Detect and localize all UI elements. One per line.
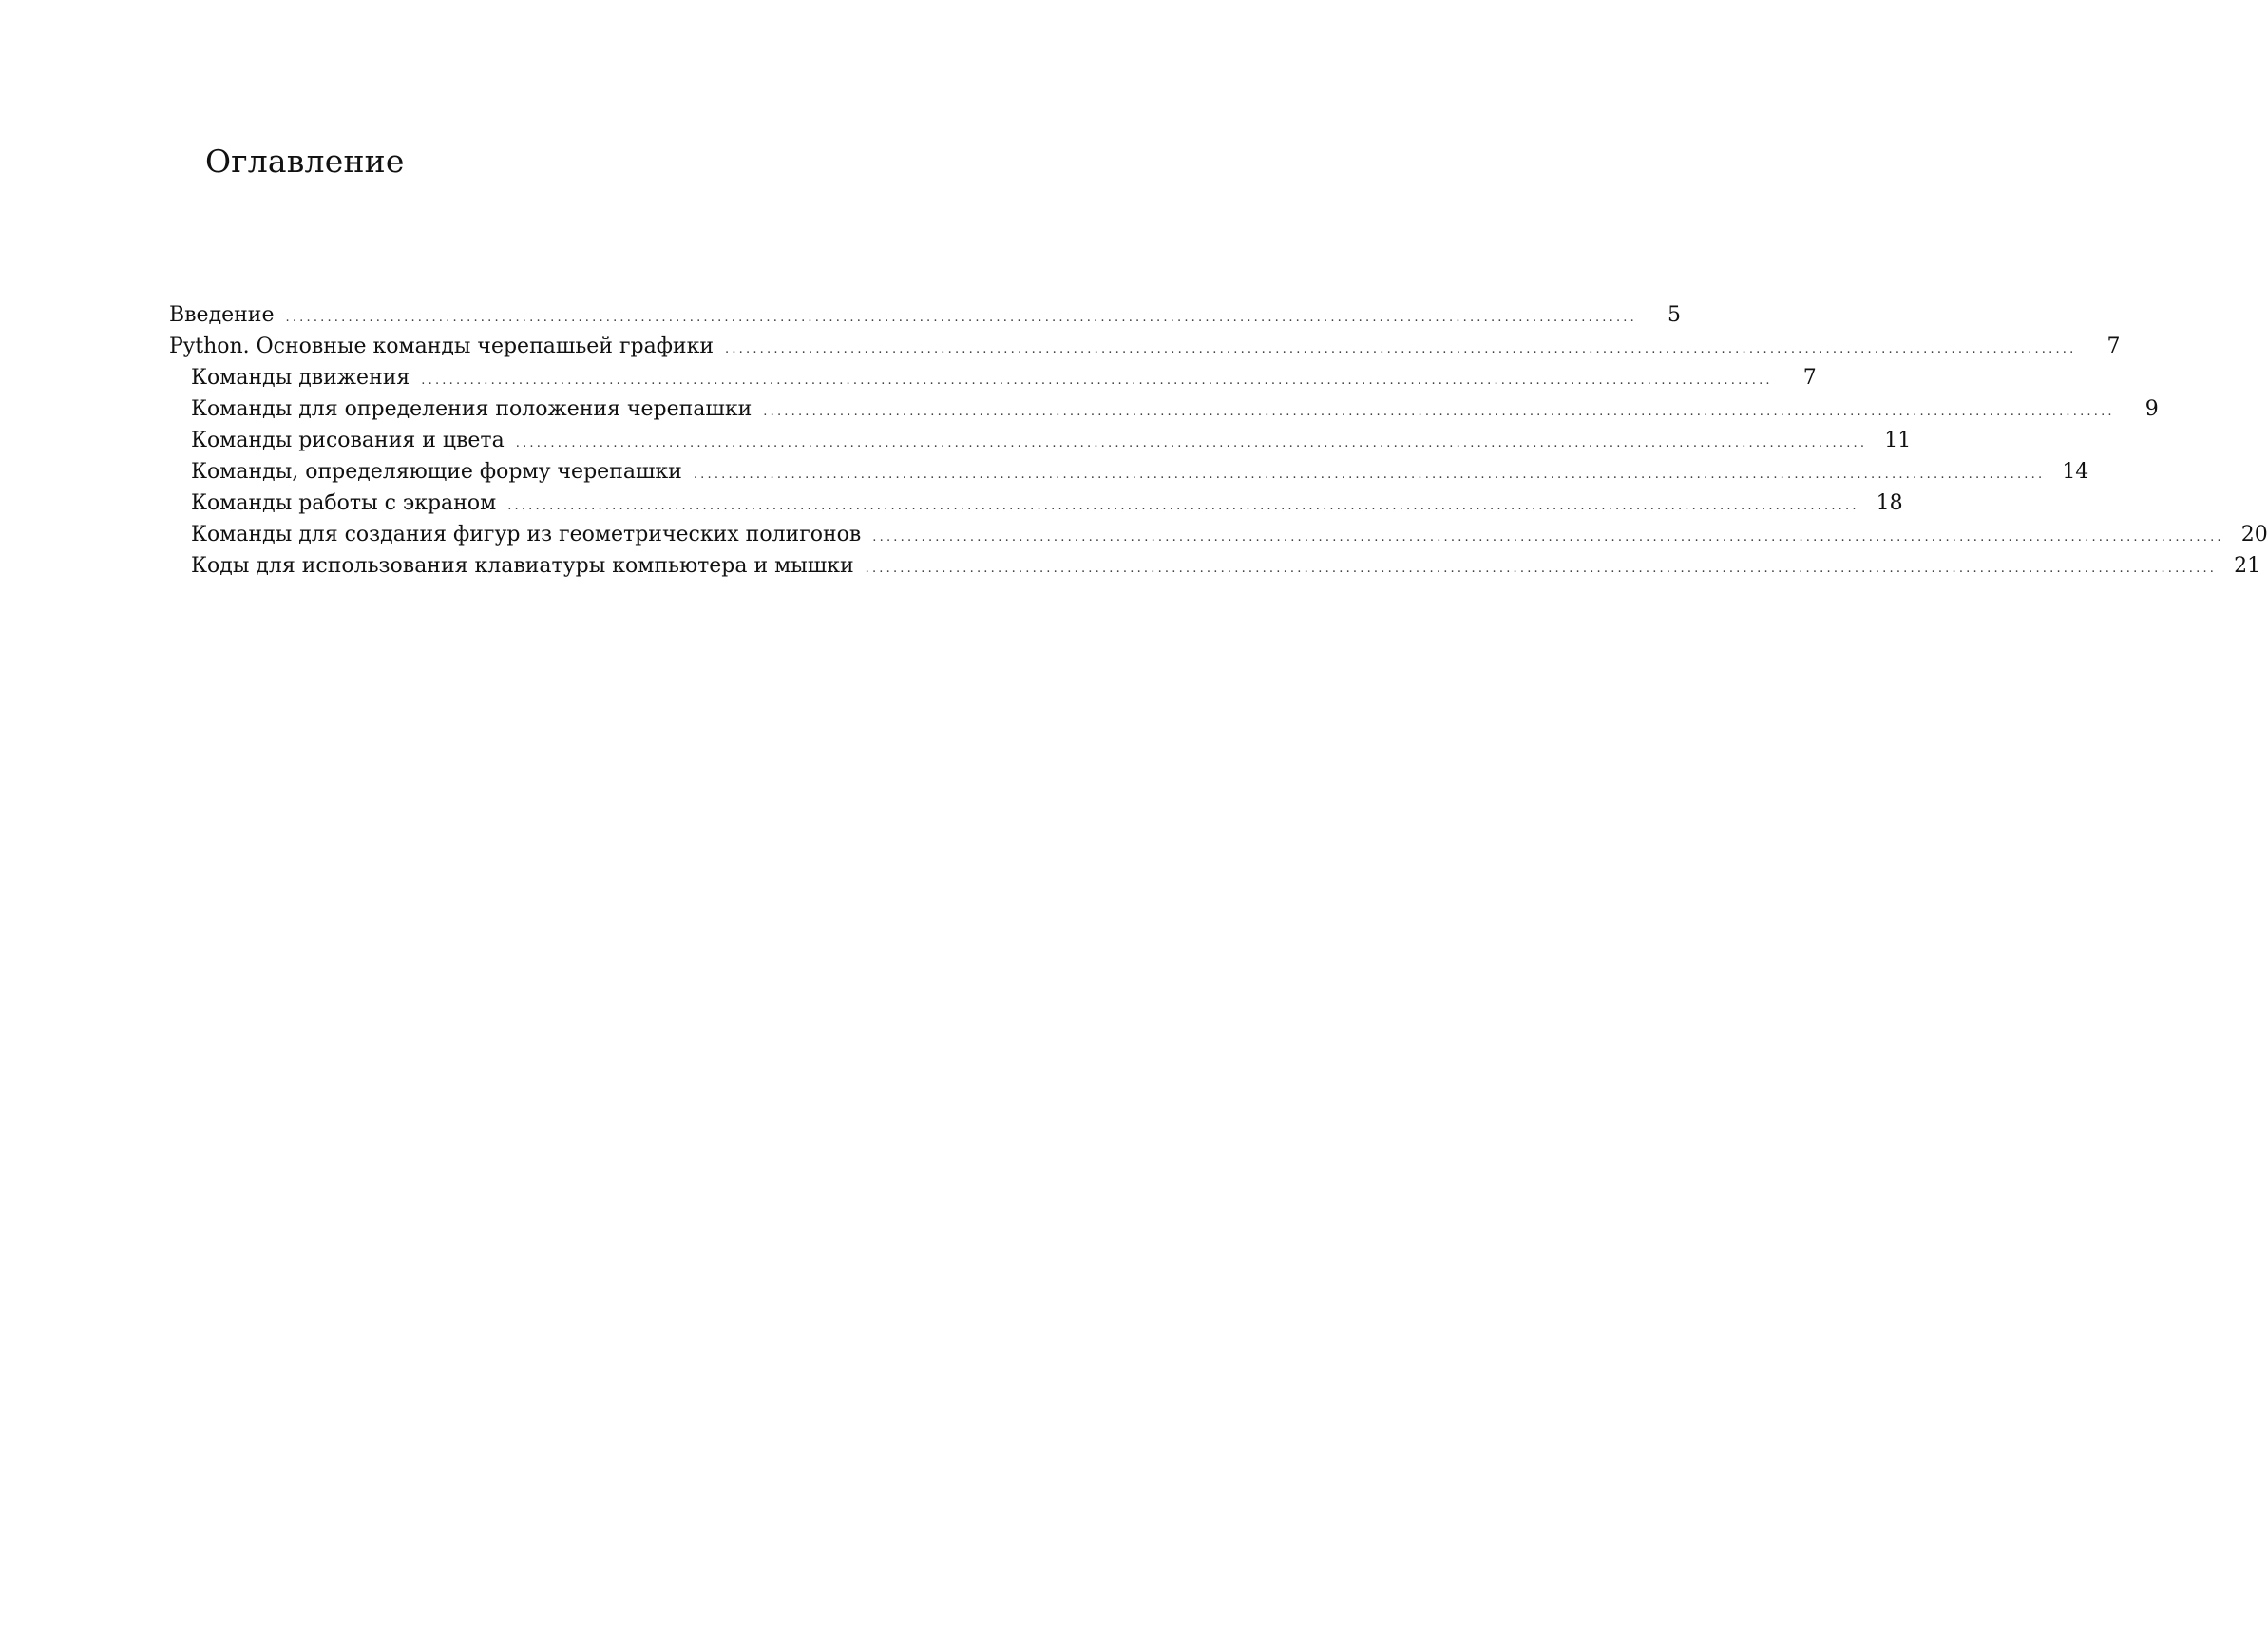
dot-leader: .................................................................................................................................................................................................. [763,405,2115,419]
toc-page-number: 11 [1884,429,1912,452]
toc-page-number: 20 [2240,523,2268,546]
toc-entry-label: Коды для использования клавиатуры компьютера и мышки [191,554,854,578]
toc-entry-label: Python. Основные команды черепашьей графики [169,335,714,358]
toc-page-number: 7 [1802,366,1817,390]
dot-leader: .................................................................................................................................................................................................. [865,562,2218,576]
toc-entry-label: Команды движения [191,366,410,390]
toc-page-number: 18 [1876,491,1903,515]
toc-page-number: 21 [2234,554,2261,578]
dot-leader: .................................................................................................................................................................................................. [693,468,2046,482]
toc-entry-introduction[interactable] [169,299,1681,331]
toc-entry-shape-commands[interactable] [169,456,2089,488]
toc-entry-label: Введение [169,303,275,327]
toc-entry-label: Команды рисования и цвета [191,429,505,452]
toc-entry-label: Команды для определения положения черепашки [191,397,753,421]
toc-entry-python-turtle-commands[interactable] [169,331,2121,362]
dot-leader: .................................................................................................................................................................................................. [421,373,1773,388]
table-of-contents [169,299,2268,582]
toc-entry-label: Команды работы с экраном [191,491,497,515]
toc-entry-movement-commands[interactable] [169,362,1817,393]
dot-leader: .................................................................................................................................................................................................. [725,342,2077,356]
dot-leader: .................................................................................................................................................................................................. [285,311,1637,325]
toc-entry-drawing-color-commands[interactable] [169,425,1912,456]
dot-leader: .................................................................................................................................................................................................. [515,436,1868,450]
toc-entry-screen-commands[interactable] [169,488,1903,519]
toc-page-number: 9 [2144,397,2159,421]
toc-entry-polygon-figure-commands[interactable] [169,519,2268,550]
toc-page-number: 7 [2106,335,2121,358]
toc-page-number: 5 [1667,303,1681,327]
dot-leader: .................................................................................................................................................................................................. [872,530,2224,545]
page-title: Оглавление [205,143,405,180]
dot-leader: .................................................................................................................................................................................................. [507,499,1859,513]
toc-entry-keyboard-mouse-codes[interactable] [169,550,2261,582]
toc-entry-label: Команды для создания фигур из геометрических полигонов [191,523,862,546]
toc-page-number: 14 [2062,460,2089,484]
toc-entry-label: Команды, определяющие форму черепашки [191,460,682,484]
toc-entry-position-commands[interactable] [169,393,2159,425]
